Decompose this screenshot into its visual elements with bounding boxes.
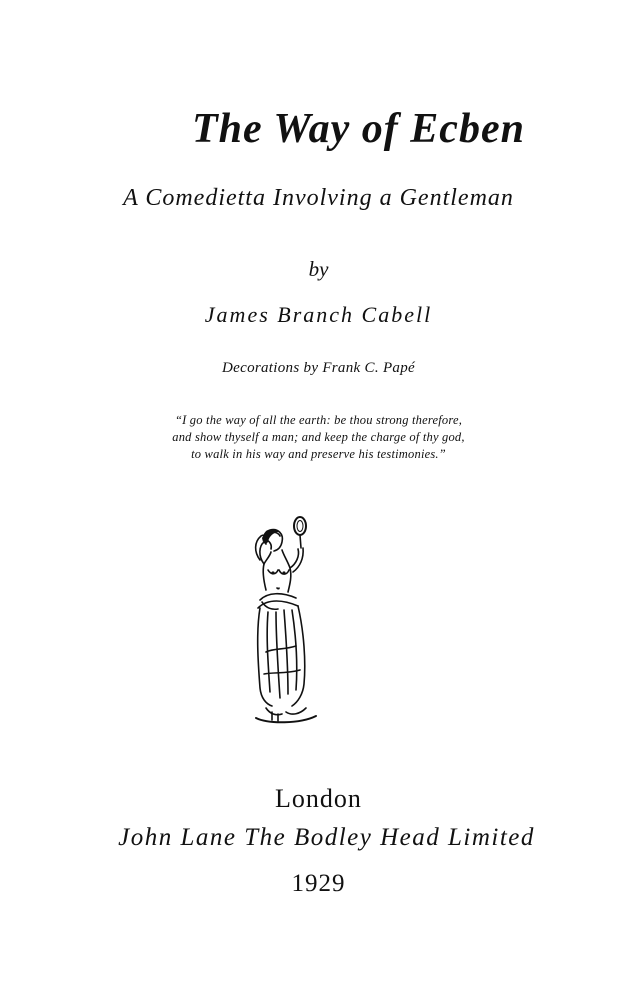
book-title: The Way of Ecben	[192, 106, 525, 152]
woman-with-mirror-drawing	[238, 512, 338, 730]
publisher-name: John Lane The Bodley Head Limited	[118, 824, 535, 851]
epigraph-line: to walk in his way and preserve his testimonies.”	[191, 447, 446, 461]
author-name: James Branch Cabell	[204, 302, 433, 327]
epigraph-line: “I go the way of all the earth: be thou strong therefore,	[174, 413, 463, 427]
woman-with-mirror-illustration	[238, 512, 338, 730]
epigraph	[0, 412, 637, 463]
decorations-credit: Decorations by Frank C. Papé	[222, 360, 415, 376]
book-subtitle: A Comedietta Involving a Gentleman	[123, 185, 514, 211]
publication-city: London	[275, 784, 362, 813]
epigraph-line: and show thyself a man; and keep the charge of thy god,	[172, 430, 465, 444]
by-line: by	[308, 257, 329, 281]
publication-year: 1929	[291, 870, 346, 897]
